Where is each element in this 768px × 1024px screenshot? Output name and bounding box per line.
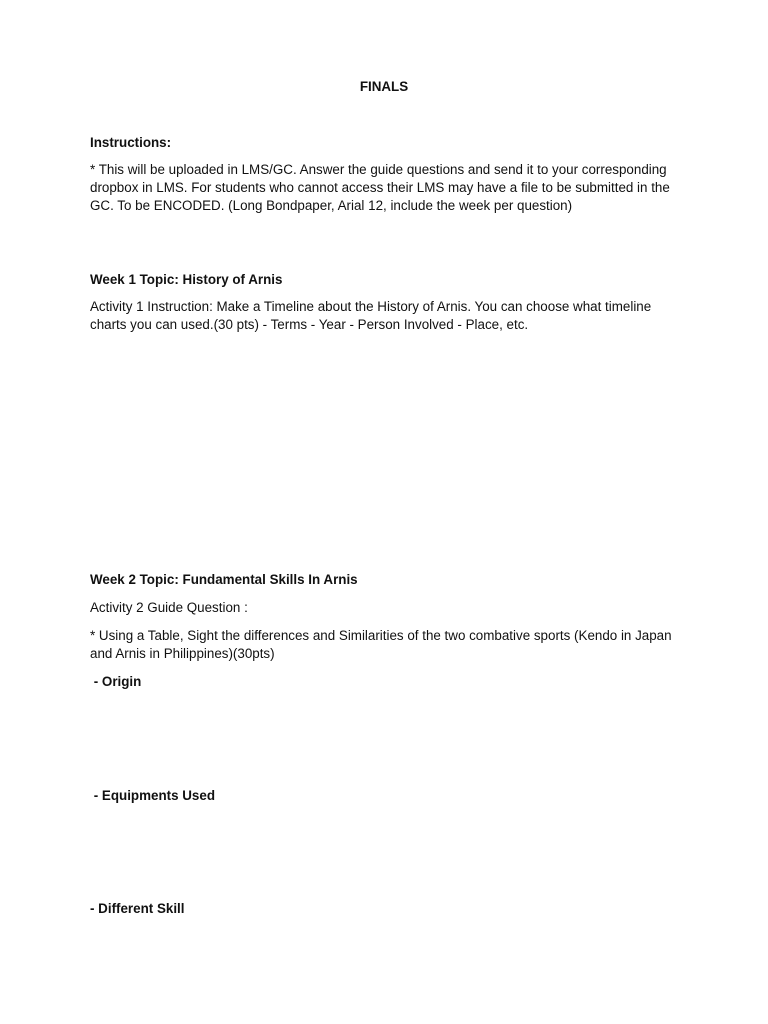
- week2-activity-label: Activity 2 Guide Question :: [90, 600, 248, 615]
- instructions-body: * This will be uploaded in LMS/GC. Answer the guide questions and send it to your corresponding dropbox in LMS. For students who cannot access their LMS may have a file to be submitted in the GC. To be ENCODED. (Long Bondpaper, Arial 12, include the week per question): [90, 162, 670, 213]
- week2-question: * Using a Table, Sight the differences and Similarities of the two combative sports (Kendo in Japan and Arnis in Philippines)(30pts): [90, 628, 672, 661]
- item-origin: - Origin: [90, 674, 142, 689]
- item-equipments-used: - Equipments Used: [90, 788, 215, 803]
- document-title: FINALS: [359, 79, 409, 94]
- week1-activity: Activity 1 Instruction: Make a Timeline about the History of Arnis. You can choose what timeline charts you can used.(30 pts) - Terms - Year - Person Involved - Place, etc.: [90, 299, 652, 332]
- week1-heading: Week 1 Topic: History of Arnis: [90, 272, 283, 287]
- instructions-heading: Instructions:: [90, 135, 172, 150]
- week2-heading: Week 2 Topic: Fundamental Skills In Arnis: [90, 572, 358, 587]
- item-different-skill: - Different Skill: [90, 901, 185, 916]
